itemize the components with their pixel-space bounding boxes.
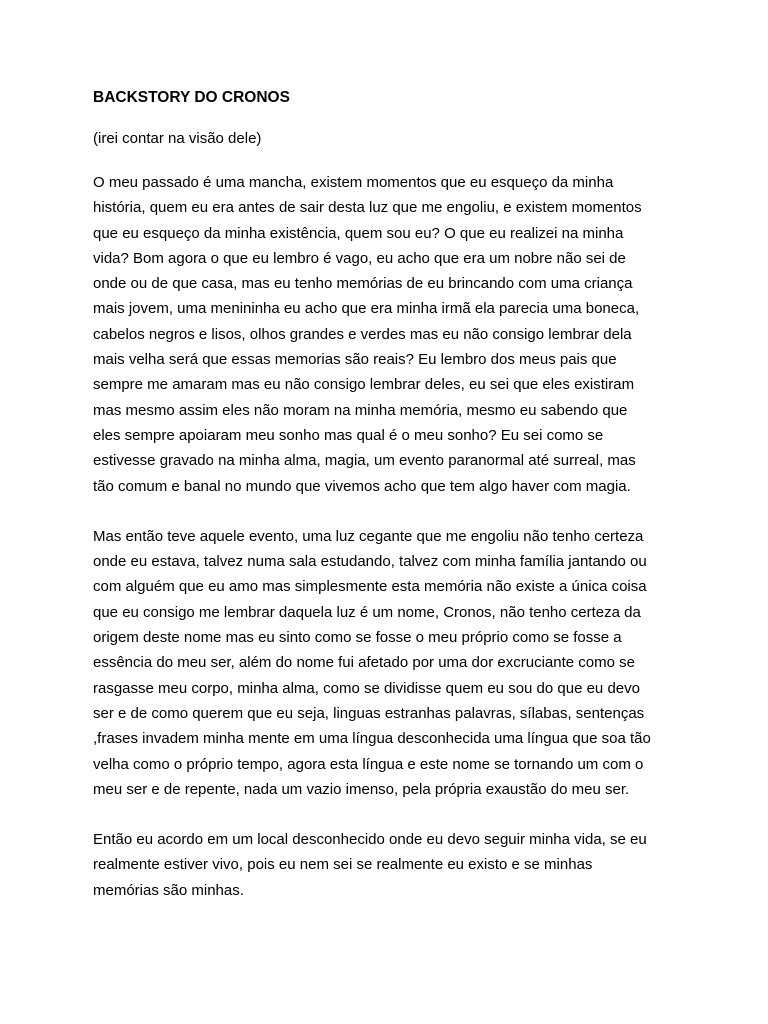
paragraph-line: eles sempre apoiaram meu sonho mas qual é o meu sonho? Eu sei como se <box>93 426 604 444</box>
paragraph-line: com alguém que eu amo mas simplesmente esta memória não existe a única coisa <box>93 578 647 596</box>
paragraph-line: ,frases invadem minha mente em uma língua desconhecida uma língua que soa tão <box>93 730 651 748</box>
paragraph-line: cabelos negros e lisos, olhos grandes e verdes mas eu não consigo lembrar dela <box>93 325 632 343</box>
paragraph-line: O meu passado é uma mancha, existem momentos que eu esqueço da minha <box>93 174 614 191</box>
paragraph-line: que eu consigo me lembrar daquela luz é um nome, Cronos, não tenho certeza da <box>93 603 641 621</box>
paragraph <box>93 170 673 499</box>
paragraph-line: velha como o próprio tempo, agora esta língua e este nome se tornando um com o <box>93 755 644 773</box>
paragraph-line: mais velha será que essas memorias são reais? Eu lembro dos meus pais que <box>93 351 617 369</box>
paragraph-line: ser e de como querem que eu seja, linguas estranhas palavras, sílabas, sentenças <box>93 704 645 722</box>
paragraph-line: realmente estiver vivo, pois eu nem sei se realmente eu existo e se minhas <box>93 856 593 874</box>
paragraph-line: mas mesmo assim eles não moram na minha memória, mesmo eu sabendo que <box>93 401 628 419</box>
paragraph-line: origem deste nome mas eu sinto como se fosse o meu próprio como se fosse a <box>93 629 622 647</box>
paragraph-line: sempre me amaram mas eu não consigo lembrar deles, eu sei que eles existiram <box>93 376 635 394</box>
paragraph-line: onde eu estava, talvez numa sala estudando, talvez com minha família jantando ou <box>93 553 647 571</box>
paragraphs-container <box>93 170 673 903</box>
paragraph-line: rasgasse meu corpo, minha alma, como se dividisse quem eu sou do que eu devo <box>93 679 640 697</box>
paragraph-line: Então eu acordo em um local desconhecido onde eu devo seguir minha vida, se eu <box>93 831 647 849</box>
paragraph-line: mais jovem, uma menininha eu acho que era minha irmã ela parecia uma boneca, <box>93 300 640 318</box>
paragraph <box>93 827 673 903</box>
document-body <box>93 88 673 928</box>
paragraph-line: vida? Bom agora o que eu lembro é vago, eu acho que era um nobre não sei de <box>93 249 626 267</box>
paragraph-line: memórias são minhas. <box>93 881 244 899</box>
document-subtitle: (irei contar na visão dele) <box>93 130 262 147</box>
paragraph-line: essência do meu ser, além do nome fui afetado por uma dor excruciante como se <box>93 654 635 672</box>
document-title: BACKSTORY DO CRONOS <box>93 89 290 106</box>
paragraph-line: história, quem eu era antes de sair desta luz que me engoliu, e existem momentos <box>93 199 642 217</box>
paragraph-line: estivesse gravado na minha alma, magia, um evento paranormal até surreal, mas <box>93 452 636 470</box>
paragraph <box>93 524 673 802</box>
paragraph-line: que eu esqueço da minha existência, quem sou eu? O que eu realizei na minha <box>93 224 624 242</box>
paragraph-line: onde ou de que casa, mas eu tenho memórias de eu brincando com uma criança <box>93 275 633 293</box>
paragraph-line: tão comum e banal no mundo que vivemos acho que tem algo haver com magia. <box>93 477 631 495</box>
paragraph-line: meu ser e de repente, nada um vazio imenso, pela própria exaustão do meu ser. <box>93 780 630 798</box>
paragraph-line: Mas então teve aquele evento, uma luz cegante que me engoliu não tenho certeza <box>93 527 644 545</box>
